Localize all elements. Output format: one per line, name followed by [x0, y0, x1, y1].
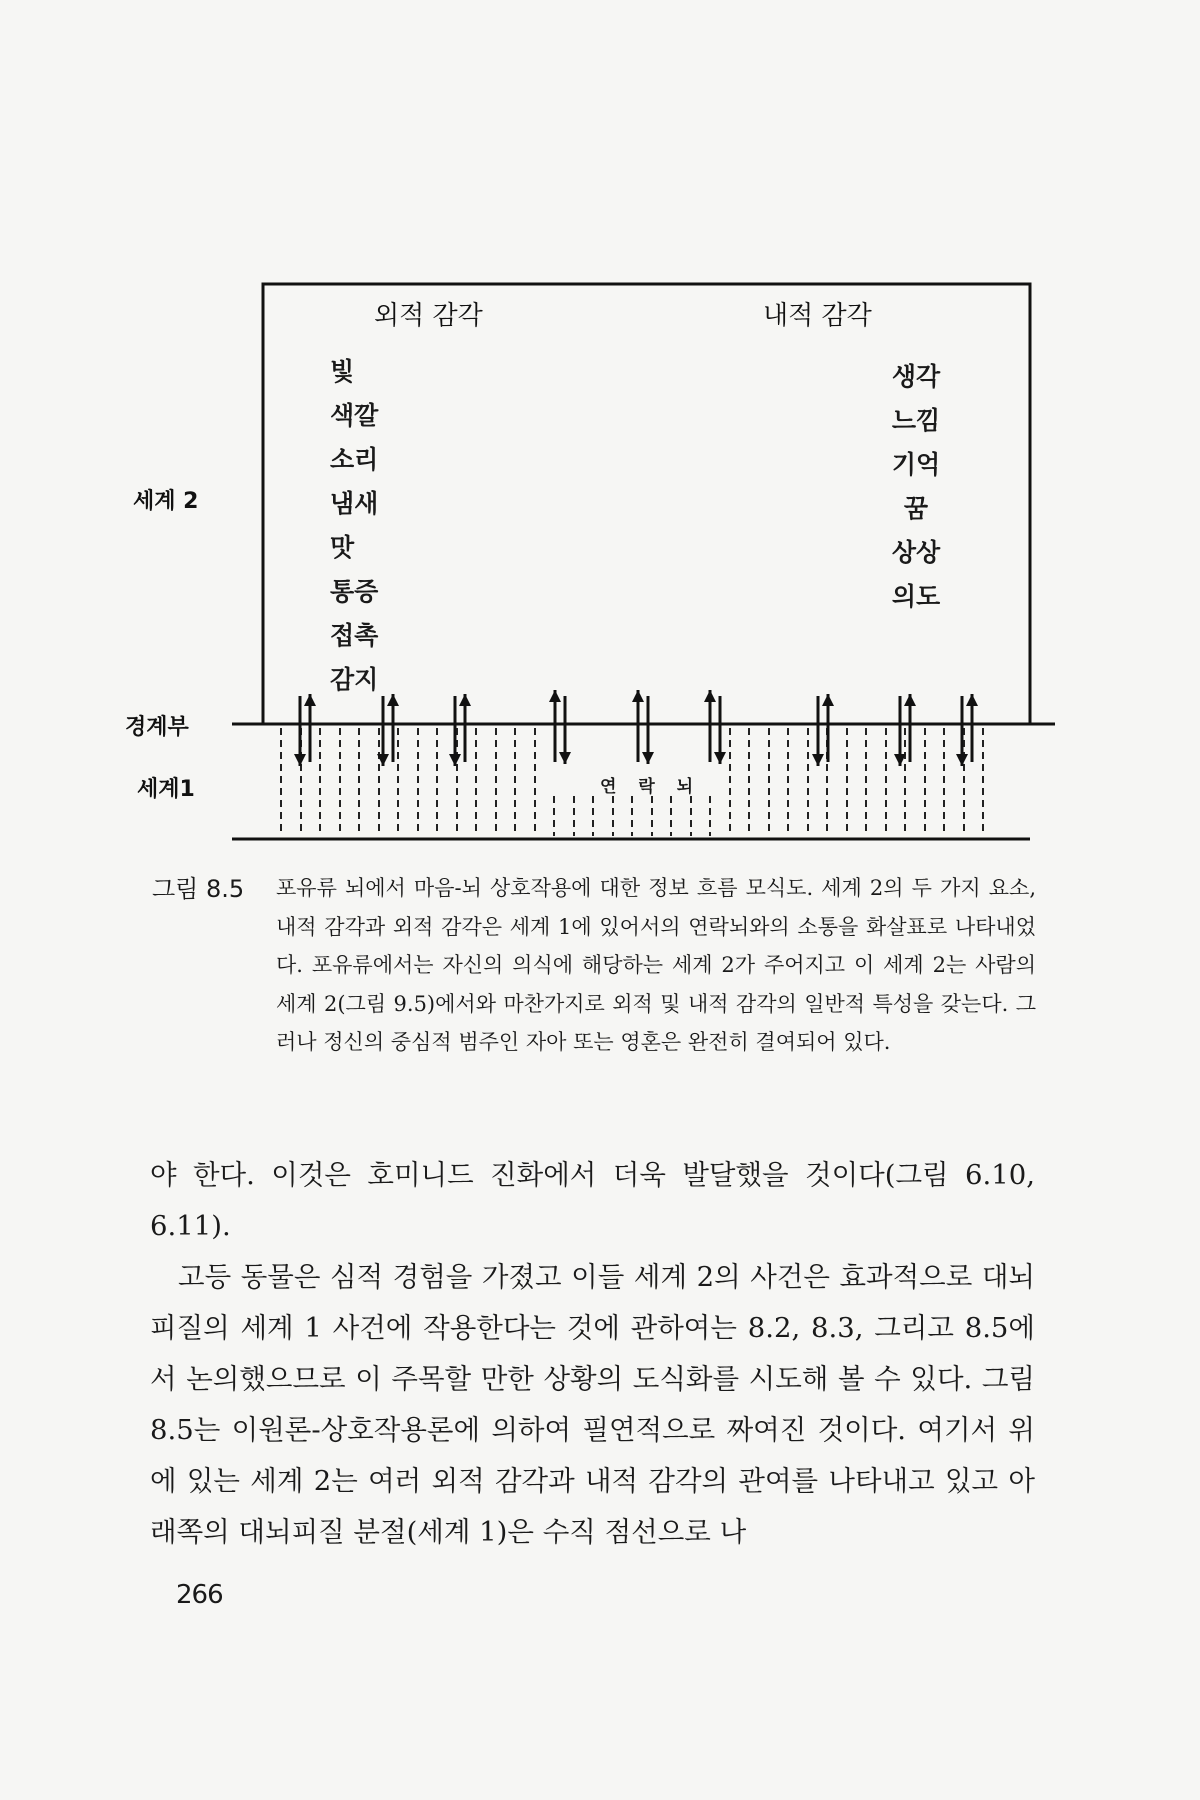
outer-sense-item: 맛 [330, 533, 355, 562]
arrow-icon [559, 696, 571, 764]
inner-sense-item: 의도 [891, 582, 941, 611]
arrow-icon [714, 696, 726, 764]
outer-sense-item: 감지 [330, 665, 379, 694]
arrow-icon [812, 696, 824, 766]
boundary-label: 경계부 [125, 715, 189, 740]
outer-senses-list [330, 350, 378, 702]
inner-sense-item: 상상 [891, 538, 941, 567]
paragraph: 고등 동물은 심적 경험을 가졌고 이들 세계 2의 사건은 효과적으로 대뇌피질의 세계 1 사건에 작용한다는 것에 관하여는 8.2, 8.3, 그리고 8.5에서 논의했으므로 이 주목할 만한 상황의 도식화를 시도해 볼 수 있다. 그림 8.5는 이원론-상호작용론에 의하여 필연적으로 짜여진 것이다. 여기서 위에 있는 세계 2는 여러 외적 감각과 내적 감각의 관여를 나타내고 있고 아래쪽의 대뇌피질 분절(세계 1)은 수직 점선으로 나 [150, 1261, 1035, 1548]
arrow-icon [822, 694, 834, 762]
arrow-icon [304, 694, 316, 762]
caption-number: 그림 8.5 [152, 875, 245, 903]
caption-text: 포유류 뇌에서 마음-뇌 상호작용에 대한 정보 흐름 모식도. 세계 2의 두 가지 요소, 내적 감각과 외적 감각은 세계 1에 있어서의 연락뇌와의 소통을 화살표로 나타내었다. 포유류에서는 자신의 의식에 해당하는 세계 2가 주어지고 이 세계 2는 사람의 세계 2(그림 9.5)에서와 마찬가지로 외적 및 내적 감각의 일반적 특성을 갖는다. 그러나 정신의 중심적 범주인 자아 또는 영혼은 완전히 결여되어 있다. [276, 876, 1036, 1054]
outer-sense-item: 접촉 [330, 621, 379, 650]
outer-sense-item: 색깔 [330, 401, 379, 430]
arrow-icon [956, 696, 968, 766]
arrow-icon [294, 696, 306, 766]
outer-senses-title: 외적 감각 [374, 301, 483, 331]
inner-sense-item: 기억 [891, 450, 941, 479]
arrow-icon [642, 696, 654, 764]
world2-label: 세계 2 [133, 489, 199, 514]
paragraph: 야 한다. 이것은 호미니드 진화에서 더욱 발달했을 것이다(그림 6.10, 6.11). [150, 1159, 1035, 1242]
arrow-icon [966, 694, 978, 762]
liaison-brain-label: 연 락 뇌 [600, 777, 702, 797]
page-number: 266 [176, 1580, 223, 1610]
outer-sense-item: 냄새 [330, 489, 379, 518]
outer-sense-item: 통증 [330, 577, 379, 606]
inner-sense-item: 느낌 [891, 406, 941, 435]
arrow-icon [449, 696, 461, 766]
inner-senses-title: 내적 감각 [763, 301, 872, 331]
body-text [150, 1150, 1035, 1558]
outer-sense-item: 빛 [330, 357, 355, 386]
world1-label: 세계1 [137, 777, 195, 802]
outer-sense-item: 소리 [330, 445, 379, 474]
inner-sense-item: 꿈 [903, 494, 929, 523]
arrow-icon [459, 694, 471, 762]
inner-sense-item: 생각 [891, 362, 941, 391]
inner-senses-list [880, 355, 952, 619]
